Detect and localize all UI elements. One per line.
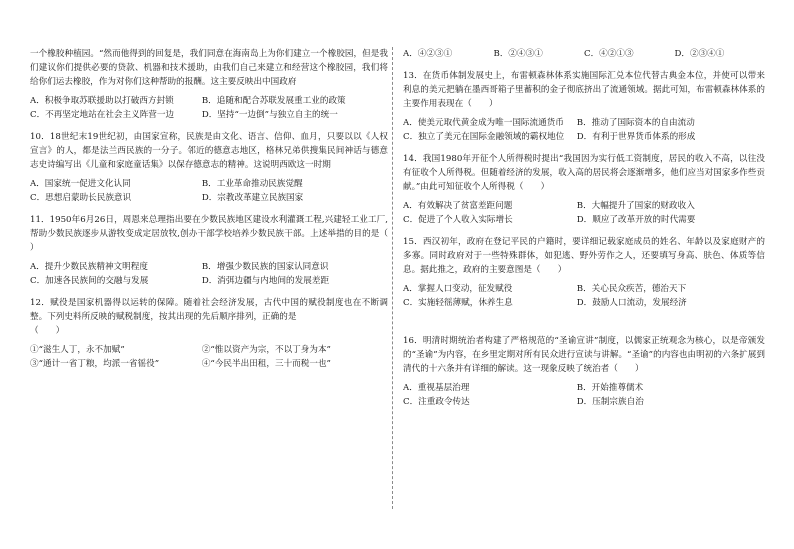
option-b: B．追随和配合苏联发展重工业的政策	[201, 96, 346, 106]
question-10-options	[30, 177, 388, 205]
question-15-options	[403, 282, 765, 310]
option-b: B．开始推尊儒术	[576, 383, 644, 393]
option-d: D．坚持“一边倒”与独立自主的统一	[201, 110, 338, 120]
question-12-bracket: （ ）	[30, 326, 65, 336]
question-16: 16．明清时期统治者构建了严格规范的“圣谕宣讲”制度，以儒家正统观念为核心，以是帝颁发的“圣谕”为内容，在乡里定期对所有民众进行宣读与讲解。“圣谕”的内容也由明初的六条扩展到清代的十六条并有详细的解读。这一现象反映了统治者（ ）	[403, 336, 765, 374]
option-c: C．加速各民族间的交融与发展	[30, 276, 149, 286]
option-a: A．重视基层治理	[403, 383, 470, 393]
option-c: C．促进了个人收入实际增长	[403, 215, 513, 225]
question-12-items	[30, 343, 388, 371]
option-b: B．关心民众疾苦，德治天下	[576, 284, 687, 294]
option-b: B．工业革命推动民族觉醒	[201, 179, 303, 189]
option-a: A．国家统一促进文化认同	[30, 179, 131, 189]
option-c: C．思想启蒙助长民族意识	[30, 193, 132, 203]
question-9-continuation: 一个橡胶种植园。“然而他得到的回复是，我们同意在海南岛上为你们建立一个橡胶园，但是我们建议你们提供必要的贷款、机器和技术援助，由我们自己来建立和经营这个橡胶园，我们将给你们运去橡胶，作为对你们这种帮助的报酬。这主要反映出中国政府	[30, 49, 388, 87]
option-a: A．积极争取苏联援助以打破西方封锁	[30, 96, 174, 106]
option-c: C．注重政令传达	[403, 397, 470, 407]
option-c: C．独立了美元在国际金融领域的霸权地位	[403, 132, 565, 142]
question-14: 14．我国1980年开征个人所得税时提出“我国因为实行低工资制度，居民的收入不高，以往没有征收个人所得税。但随着经济的发展，收入高的居民将会逐渐增多，他们应当对国家多作些贡献。”由此可知征收个人所得税（ ）	[403, 154, 765, 192]
option-d: D．顺应了改革开放的时代需要	[576, 215, 696, 225]
option-d: D．消弭边疆与内地间的发展差距	[201, 276, 330, 286]
question-12: 12．赋役是国家机器得以运转的保障。随着社会经济发展，古代中国的赋役制度也在不断调整。下列史料所反映的赋税制度，按其出现的先后顺序排列，正确的是	[30, 298, 388, 322]
option-d: D．②③④①	[674, 49, 725, 59]
option-c: C．④②①③	[584, 49, 634, 59]
option-d: D．压制宗族自治	[576, 397, 644, 407]
option-a: A．有效解决了贫富差距问题	[403, 201, 513, 211]
item-2: ②“惟以资产为宗，不以丁身为本”	[201, 345, 331, 355]
column-divider	[392, 47, 393, 509]
question-11: 11．1950年6月26日，周恩来总理指出要在少数民族地区建设水利灌溉工程,兴建轻工业工厂,帮助少数民族逐步从游牧变成定居放牧,创办干部学校培养少数民族干部。上述举措的目的是（ ）	[30, 215, 406, 253]
item-4: ④“今民半出田租，三十而税一也”	[201, 359, 331, 369]
question-16-options	[403, 381, 765, 409]
option-c: C．不再坚定地站在社会主义阵营一边	[30, 110, 175, 120]
option-a: A．④②③①	[403, 49, 453, 59]
option-d: D．有利于世界货币体系的形成	[576, 132, 696, 142]
question-12-options	[403, 47, 765, 61]
item-3: ③“通计一省丁粮，均派一省徭役”	[30, 359, 160, 369]
option-c: C．实施轻徭薄赋，休养生息	[403, 298, 513, 308]
right-column	[403, 47, 765, 409]
option-b: B．大幅提升了国家的财政收入	[576, 201, 695, 211]
option-d: D．宗教改革建立民族国家	[201, 193, 304, 203]
option-a: A．使美元取代黄金成为唯一国际流通货币	[403, 118, 564, 128]
left-column	[30, 47, 406, 371]
option-b: B．②④③①	[493, 49, 543, 59]
item-1: ①“滋生人丁，永不加赋”	[30, 345, 125, 355]
option-a: A．提升少数民族精神文明程度	[30, 262, 148, 272]
question-10: 10．18世纪末19世纪初，由国家宣称，民族是由文化、语言、信仰、血月，只要以以《人权宣言》的人，都是法兰西民族的一分子。邻近的德意志地区，格林兄弟供搜集民间神话与德意志史诗编写出《儿童和家庭童话集》以保存德意志的精神。这说明西欧这一时期	[30, 132, 388, 170]
option-b: B．推动了国际资本的自由流动	[576, 118, 695, 128]
question-13: 13．在货币体制发展史上，布雷顿森林体系实施国际汇兑本位代替古典金本位，并使可以带来利息的美元把躺在墨西哥箱子里蓄积的金子彻底挤出了流通领域。据此可知，布雷顿森林体系的主要作用表现在（ ）	[403, 71, 765, 109]
option-d: D．鼓励人口流动，发展经济	[576, 298, 687, 308]
question-14-options	[403, 199, 765, 227]
option-a: A．掌握人口变动，征发赋役	[403, 284, 513, 294]
question-15: 15．西汉初年，政府在登记平民的户籍时，要详细记载家庭成员的姓名、年龄以及家庭财产的多寡。同时政府对于一些特殊群体，如犯逃、野外劳作之人，还要填写身高、肤色、体质等信息。据此推之，政府的主要意图是（ ）	[403, 237, 765, 275]
question-11-options	[30, 260, 388, 288]
question-9-options	[30, 94, 388, 122]
question-13-options	[403, 116, 765, 144]
option-b: B．增强少数民族的国家认同意识	[201, 262, 329, 272]
